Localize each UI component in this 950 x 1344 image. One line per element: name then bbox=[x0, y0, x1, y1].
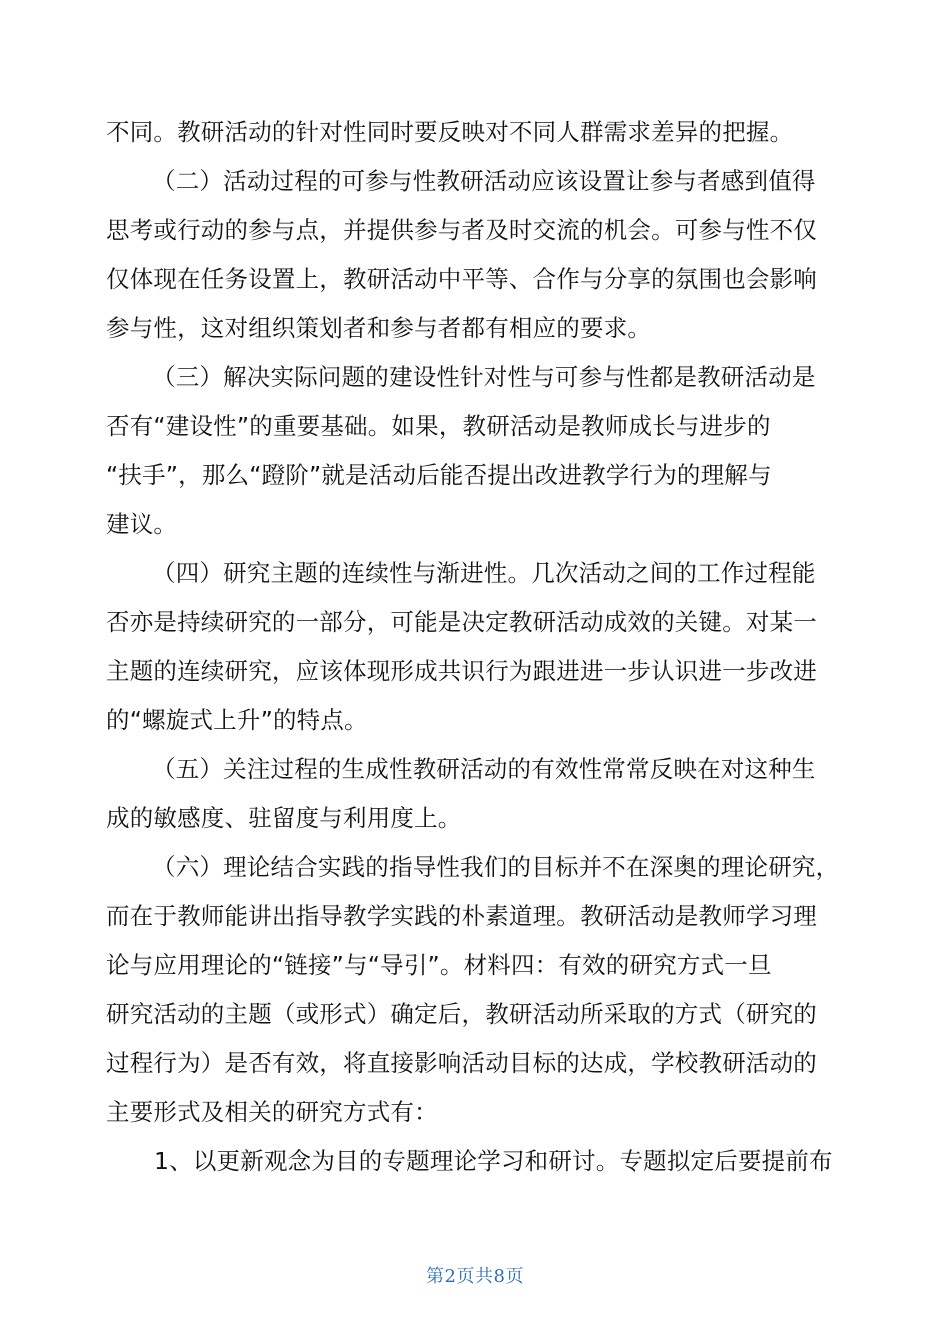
text-line: （六）理论结合实践的指导性我们的目标并不在深奥的理论研究， bbox=[152, 853, 840, 881]
text-line: 的“螺旋式上升”的特点。 bbox=[106, 706, 368, 734]
text-line: （三）解决实际问题的建设性针对性与可参与性都是教研活动是 bbox=[152, 363, 816, 391]
text-line: （五）关注过程的生成性教研活动的有效性常常反映在对这种生 bbox=[152, 755, 816, 783]
text-line: 成的敏感度、驻留度与利用度上。 bbox=[106, 804, 462, 832]
text-line: “扶手”，那么“蹬阶”就是活动后能否提出改进教学行为的理解与 bbox=[106, 461, 772, 489]
text-line: 主要形式及相关的研究方式有： bbox=[106, 1098, 438, 1126]
text-line: 论与应用理论的“链接”与“导引”。材料四：有效的研究方式一旦 bbox=[106, 951, 772, 979]
page-number-footer: 第2页共8页 bbox=[426, 1266, 524, 1287]
document-body bbox=[106, 108, 846, 1186]
text-line: 不同。教研活动的针对性同时要反映对不同人群需求差异的把握。 bbox=[106, 118, 794, 146]
text-line: （四）研究主题的连续性与渐进性。几次活动之间的工作过程能 bbox=[152, 559, 816, 587]
text-line: 而在于教师能讲出指导教学实践的朴素道理。教研活动是教师学习理 bbox=[106, 902, 817, 930]
text-line: 仅体现在任务设置上，教研活动中平等、合作与分享的氛围也会影响 bbox=[106, 265, 817, 293]
text-line: 否有“建设性”的重要基础。如果，教研活动是教师成长与进步的 bbox=[106, 412, 771, 440]
text-line: 主题的连续研究，应该体现形成共识行为跟进进一步认识进一步改进 bbox=[106, 657, 817, 685]
text-line: 建议。 bbox=[106, 510, 178, 538]
text-line: 1、以更新观念为目的专题理论学习和研讨。专题拟定后要提前布 bbox=[154, 1147, 833, 1175]
text-line: 参与性，这对组织策划者和参与者都有相应的要求。 bbox=[106, 314, 652, 342]
text-line: 否亦是持续研究的一部分，可能是决定教研活动成效的关键。对某一 bbox=[106, 608, 817, 636]
text-line: （二）活动过程的可参与性教研活动应该设置让参与者感到值得 bbox=[152, 167, 816, 195]
text-line: 过程行为）是否有效，将直接影响活动目标的达成，学校教研活动的 bbox=[106, 1049, 817, 1077]
text-line: 思考或行动的参与点，并提供参与者及时交流的机会。可参与性不仅 bbox=[106, 216, 817, 244]
text-line: 研究活动的主题（或形式）确定后，教研活动所采取的方式（研究的 bbox=[106, 1000, 817, 1028]
